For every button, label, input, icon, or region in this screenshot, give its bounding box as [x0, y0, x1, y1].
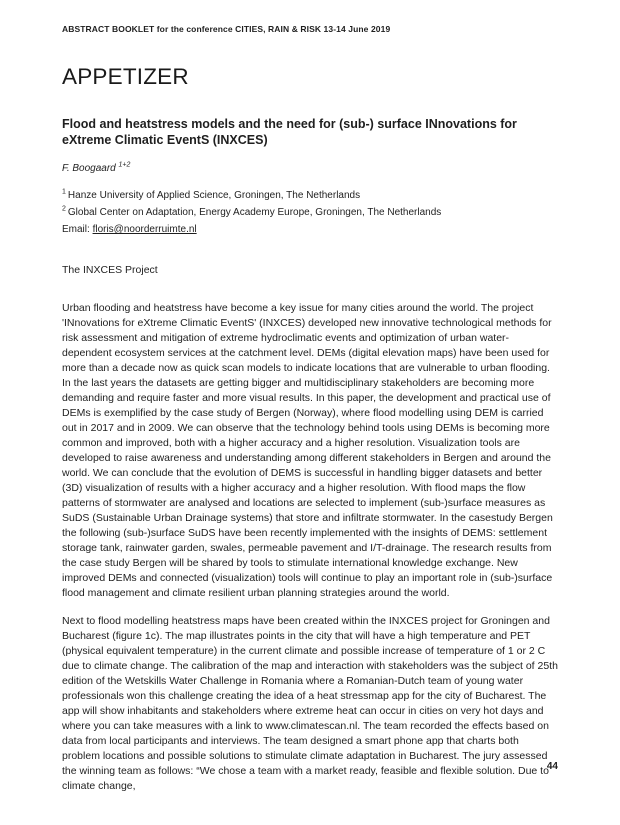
affiliation-line: [62, 187, 558, 204]
affiliation-text: Global Center on Adaptation, Energy Academy Europe, Groningen, The Netherlands: [67, 207, 442, 218]
abstract-paragraph-2: Next to flood modelling heatstress maps have been created within the INXCES project for Groningen and Bucharest (figure 1c). The map illustrates points in the city that will have a high temperature and PET (physical equivalent temperature) in the current climate and possible increase of temperature of 1 or 2 C due to climate change. The calibration of the map and interaction with stakeholders was the subject of 25th edition of the Wetskills Water Challenge in Romania where a Romanian-Dutch team of young water professionals won this challenge creating the idea of a heat stressmap app for the city of Bucharest. The app will show inhabitants and stakeholders where extreme heat can occur in cities on very hot days and where you can take measures with a link to www.climatescan.nl. The team recorded the effects based on data from local participants and interviews. The team designed a smart phone app that charts both problem locations and possible solutions to stimulate climate adaptation in Bucharest. The jury assessed the winning team as follows: “We chose a team with a market ready, feasible and flexible solution. Due to climate change,: [62, 615, 558, 792]
author-line: [62, 163, 558, 174]
affiliation-marker: 1: [62, 188, 66, 196]
email-link[interactable]: floris@noorderruimte.nl: [92, 224, 197, 235]
page-number: 44: [546, 761, 558, 772]
author-name: F. Boogaard: [62, 163, 116, 174]
abstract-body: [62, 301, 558, 794]
affiliation-text: Hanze University of Applied Science, Groningen, The Netherlands: [67, 190, 361, 201]
affiliations: [62, 187, 558, 238]
email-line: [62, 221, 558, 238]
section-title: APPETIZER: [62, 64, 189, 89]
project-heading: The INXCES Project: [62, 264, 158, 276]
affiliation-marker: 2: [62, 205, 66, 213]
email-label: Email:: [62, 224, 93, 235]
paper-title: Flood and heatstress models and the need for (sub-) surface INnovations for eXtreme Climatic EventS (INXCES): [62, 117, 517, 147]
abstract-paragraph-1: Urban flooding and heatstress have become a key issue for many cities around the world. The project 'INnovations for eXtreme Climatic EventS' (INXCES) developed new innovative technological methods for risk assessment and mitigation of extreme hydroclimatic events and optimization of urban water-dependent ecosystem services at the catchment level. DEMs (digital elevation maps) have been used for more than a decade now as quick scan models to indicate locations that are vulnerable to urban flooding. In the last years the datasets are getting bigger and multidisciplinary stakeholders are becoming more demanding and require faster and more visual results. In this paper, the development and practical use of DEMs is exemplified by the case study of Bergen (Norway), where flood modelling using DEM is carried out in 2017 and in 2009. We can observe that the technology behind tools using DEMs is becoming more common and improved, both with a higher accuracy and a higher resolution. Visualization tools are developed to raise awareness and understanding among different stakeholders in Bergen and around the world. We can conclude that the evolution of DEMS is successful in handling bigger datasets and better (3D) visualization of results with a higher accuracy and a higher resolution. With flood maps the flow patterns of stormwater are analysed and locations are selected to implement (sub-)surface measures as SuDS (Sustainable Urban Drainage systems) that store and infiltrate stormwater. In the casestudy Bergen the following (sub-)surface SuDS have been recently implemented with the insights of DEMS: settlement storage tank, rainwater garden, swales, permeable pavement and I/T-drainage. The research results from the case study Bergen will be shared by tools to stimulate international knowledge exchange. New improved DEMs and connected (visualization) tools will continue to play an important role in (sub-)surface flood management and climate resilient urban planning strategies around the world.: [62, 302, 553, 599]
affiliation-line: [62, 204, 558, 221]
running-header: ABSTRACT BOOKLET for the conference CITIES, RAIN & RISK 13-14 June 2019: [62, 24, 391, 34]
author-superscript: 1+2: [118, 161, 131, 169]
